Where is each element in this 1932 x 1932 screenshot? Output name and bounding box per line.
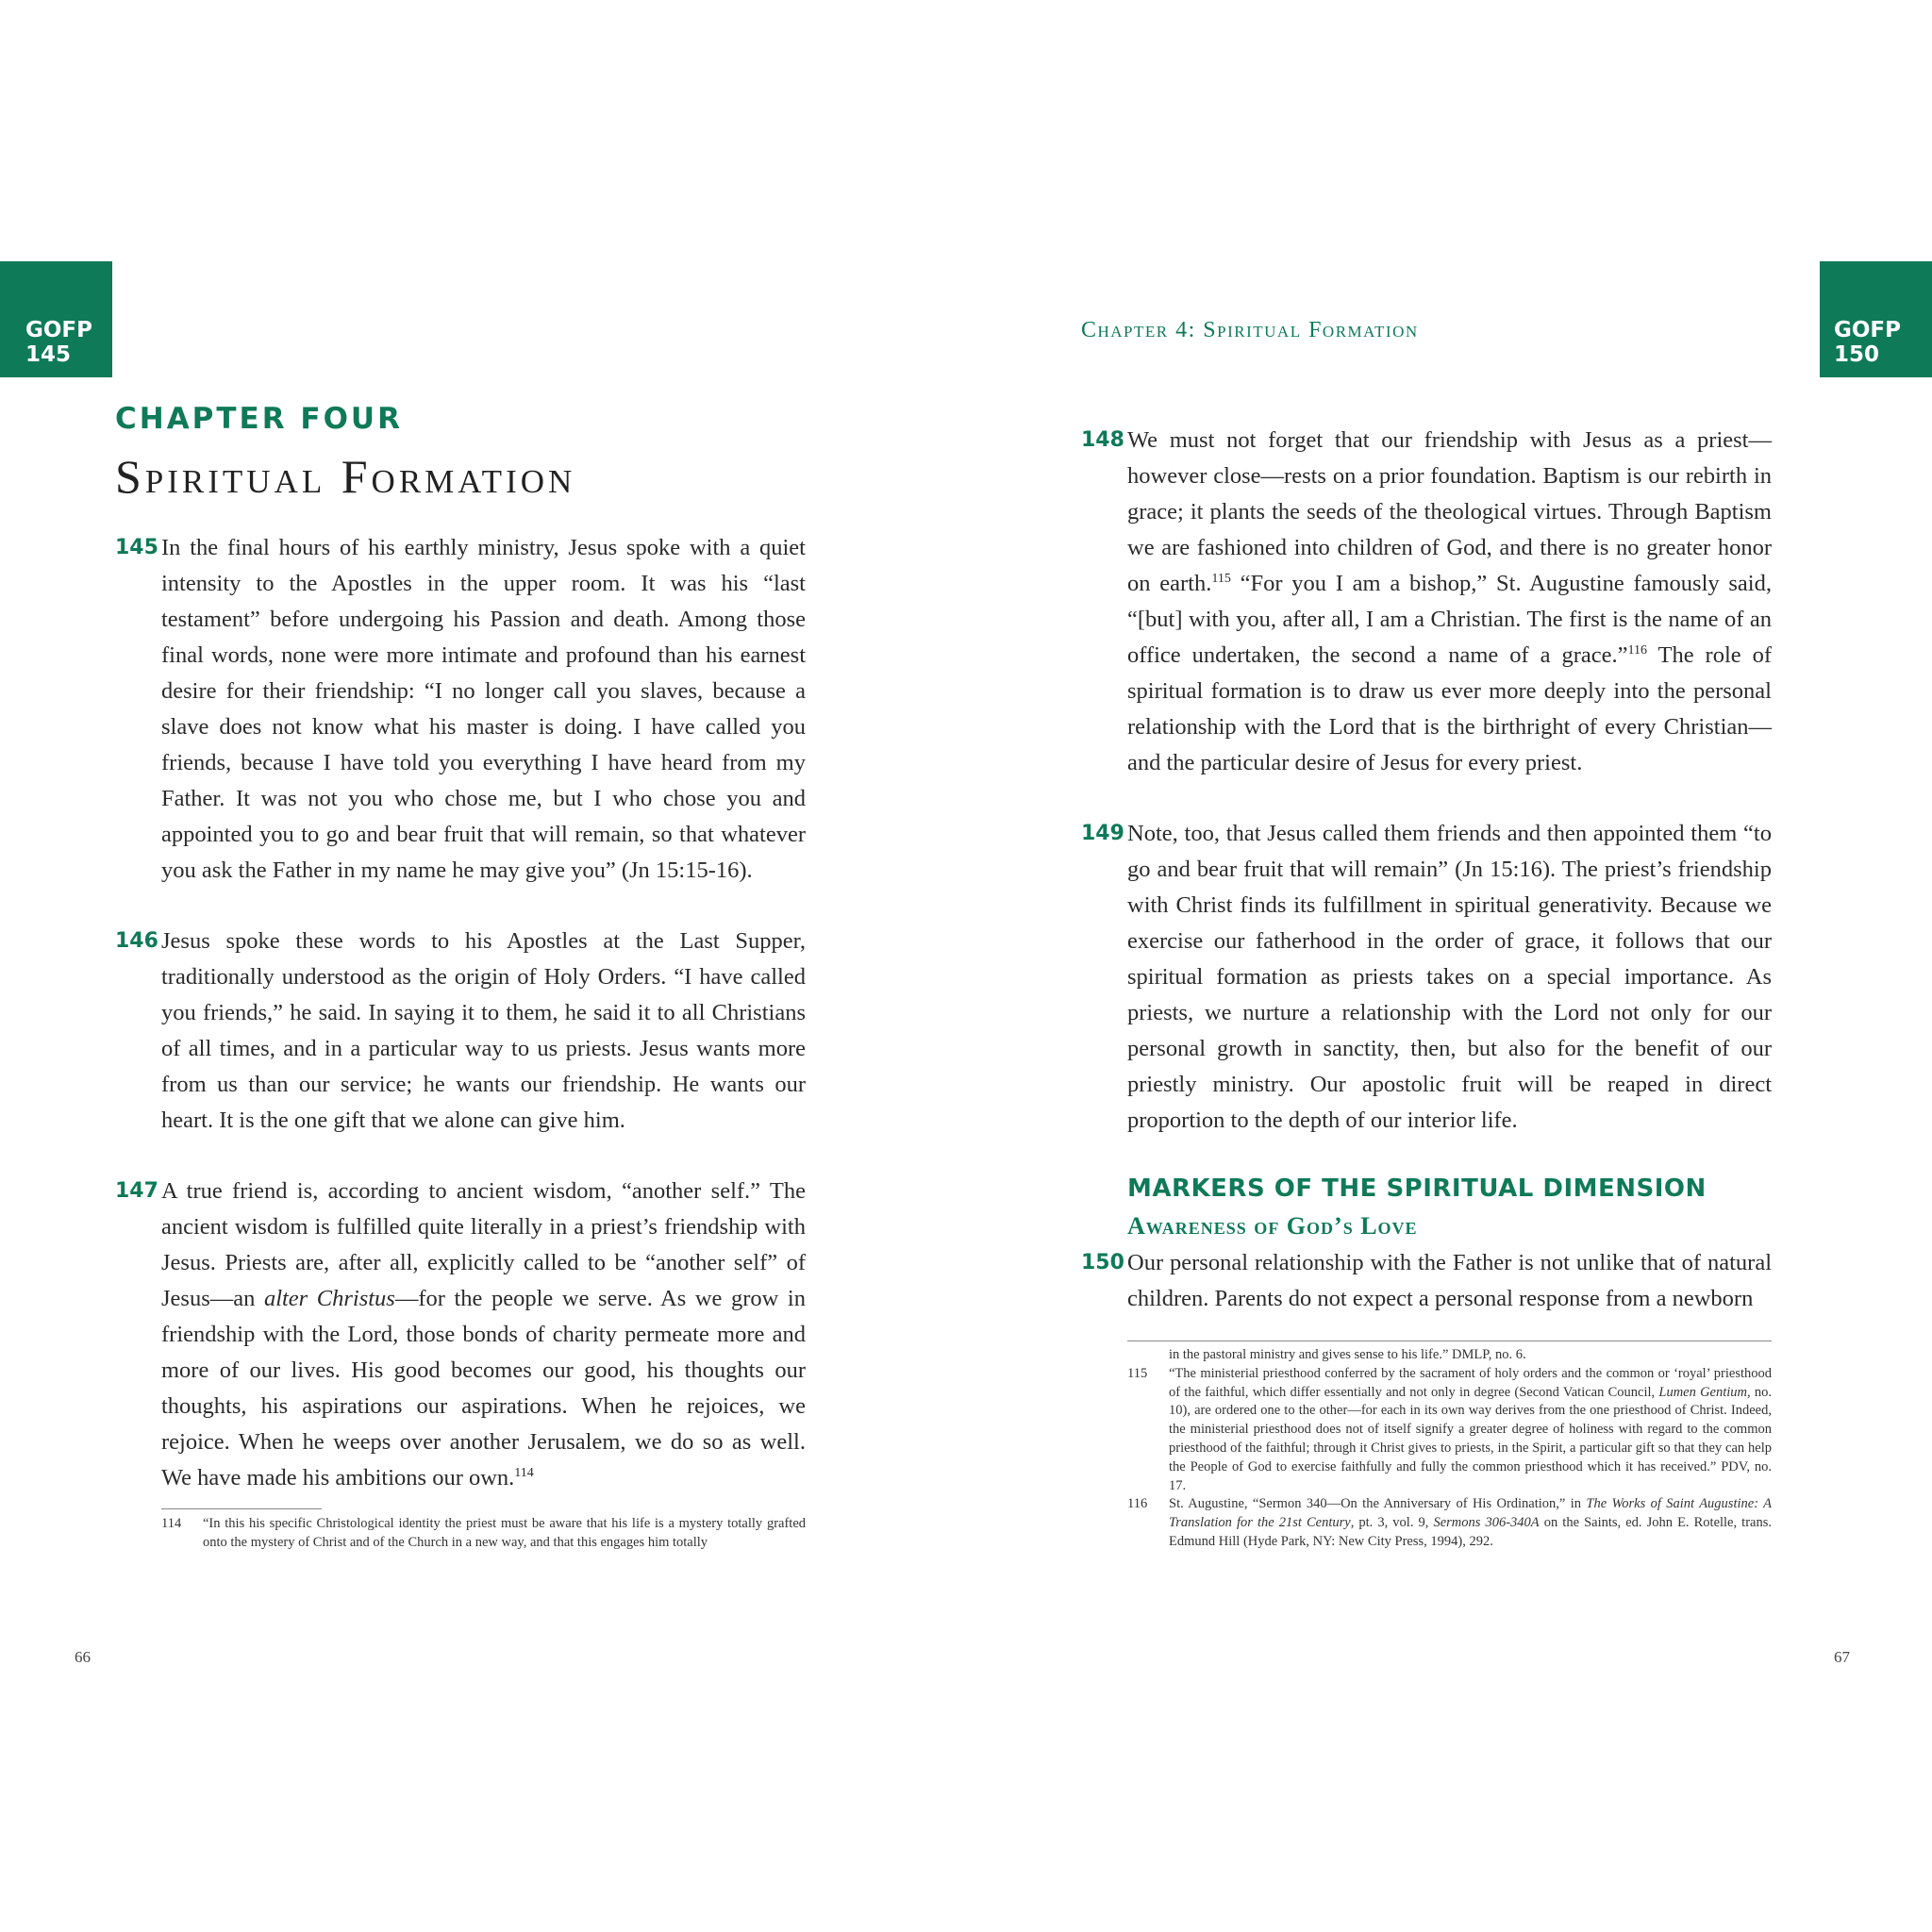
page-number-left: 66 xyxy=(75,1648,91,1666)
paragraph-text: A true friend is, according to ancient wisdom, “another self.” The ancient wisdom is fulfilled quite literally in a priest’s friendship with Jesus. Priests are, after all, explicitly called to be “another self” of Jesus—an alter Christus—for the people we serve. As we grow in friendship with the Lord, those bonds of charity permeate more and more of our lives. His good becomes our good, his thoughts our thoughts, his aspirations our aspirations. When he rejoices, we rejoice. When he weeps over another Jerusalem, we do so as well. We have made his ambitions our own.$^{114}$ xyxy=(161,1178,806,1491)
left-footnotes xyxy=(161,1515,806,1553)
paragraph-number: 147 xyxy=(115,1179,158,1203)
left-gofp-tab xyxy=(0,261,112,377)
footnote-number: 114 xyxy=(161,1516,182,1531)
paragraph-146 xyxy=(115,924,806,1139)
footnote-114 xyxy=(161,1515,806,1553)
footnote-115 xyxy=(1127,1365,1772,1496)
footnote-ref: 114 xyxy=(514,1466,534,1480)
paragraph-text: Our personal relationship with the Father is not unlike that of natural children. Parents do not expect a personal response from a newborn xyxy=(1127,1250,1772,1311)
footnote-number: 116 xyxy=(1127,1496,1148,1512)
footnote-116 xyxy=(1127,1495,1772,1551)
page-number-right: 67 xyxy=(1834,1648,1850,1666)
right-column xyxy=(1081,423,1772,1177)
right-tab-label: GOFP xyxy=(1834,318,1901,342)
right-tab-number: 150 xyxy=(1834,342,1880,367)
running-head: Chapter 4: Spiritual Formation xyxy=(1081,318,1419,342)
paragraph-number: 148 xyxy=(1081,428,1124,452)
paragraph-150 xyxy=(1081,1245,1772,1317)
footnote-text: in the pastoral ministry and gives sense to his life.” DMLP, no. 6. xyxy=(1169,1347,1526,1362)
paragraph-text: In the final hours of his earthly ministry, Jesus spoke with a quiet intensity to the Apostles in the upper room. It was his “last testament” before undergoing his Passion and death. Among those final words, none were more intimate and profound than his earnest desire for their friendship: “I no longer call you slaves, because a slave does not know what his master is doing. I have called you friends, because I have told you everything I have heard from my Father. It was not you who chose me, but I who chose you and appointed you to go and bear fruit that will remain, so that whatever you ask the Father in my name he may give you” (Jn 15:15-16). xyxy=(161,535,806,883)
footnote-number: 115 xyxy=(1127,1365,1148,1381)
paragraph-text: We must not forget that our friendship with Jesus as a priest—however close—rests on a prior foundation. Baptism is our rebirth in grace; it plants the seeds of the theological virtues. Through Baptism we are fashioned into children of God, and there is no greater honor on earth.$^{115}$ “For you I am a bishop,” St. Augustine famously said, “[but] with you, after all, I am a Christian. The first is the name of an office undertaken, the second a name of a grace.”$^{116}$ The role of spiritual formation is to draw us ever more deeply into the personal relationship with the Lord that is the birthright of every Christian—and the particular desire of Jesus for every priest. xyxy=(1127,427,1772,775)
left-column xyxy=(115,530,806,1568)
footnote-text: St. Augustine, “Sermon 340—On the Anniversary of His Ordination,” in The Works of Saint Augustine: A Translation for the 21st Century, pt. 3, vol. 9, Sermons 306-340A on the Saints, ed. John E. Rotelle, trans. Edmund Hill (Hyde Park, NY: New City Press, 1994), 292. xyxy=(1169,1496,1772,1549)
footnote-text: “In this his specific Christological identity the priest must be aware that his life is a mystery totally grafted onto the mystery of Christ and of the Church in a new way, and that this engages him totally xyxy=(203,1516,806,1550)
paragraph-148 xyxy=(1081,423,1772,781)
paragraph-149 xyxy=(1081,816,1772,1139)
left-tab-label: GOFP xyxy=(25,318,92,342)
paragraph-number: 146 xyxy=(115,929,158,953)
paragraph-number: 150 xyxy=(1081,1251,1124,1274)
paragraph-147 xyxy=(115,1174,806,1496)
footnote-continuation xyxy=(1127,1346,1772,1365)
section-heading: MARKERS OF THE SPIRITUAL DIMENSION xyxy=(1127,1174,1707,1203)
footnote-rule xyxy=(161,1508,322,1509)
paragraph-text: Note, too, that Jesus called them friends and then appointed them “to go and bear fruit that will remain” (Jn 15:16). The priest’s friendship with Christ finds its fulfillment in spiritual generativity. Because we exercise our fatherhood in the order of grace, it follows that our spiritual formation as priests takes on a special importance. As priests, we nurture a relationship with the Lord not only for our personal growth in sanctity, then, but also for the benefit of our priestly ministry. Our apostolic fruit will be reaped in direct proportion to the depth of our interior life. xyxy=(1127,821,1772,1133)
right-footnotes xyxy=(1127,1346,1772,1552)
paragraph-text: Jesus spoke these words to his Apostles at the Last Supper, traditionally understood as the origin of Holy Orders. “I have called you friends,” he said. In saying it to them, he said it to all Christians of all times, and in a particular way to us priests. Jesus wants more from us than our service; he wants our friendship. He wants our heart. It is the one gift that we alone can give him. xyxy=(161,928,806,1133)
paragraph-number: 149 xyxy=(1081,822,1124,845)
right-column-lower xyxy=(1081,1245,1772,1330)
footnote-ref: 116 xyxy=(1627,643,1647,658)
subsection-heading: Awareness of God’s Love xyxy=(1127,1212,1418,1240)
paragraph-number: 145 xyxy=(115,536,158,559)
paragraph-145 xyxy=(115,530,806,889)
footnote-ref: 115 xyxy=(1211,572,1231,586)
footnote-text: “The ministerial priesthood conferred by the sacrament of holy orders and the common or ‘royal’ priesthood of the faithful, which differ essentially and not only in degree (Second Vatican Council, Lumen Gentium, no. 10), are ordered one to the other—for each in its own way derives from the one priesthood of Christ. Indeed, the ministerial priesthood does not of itself signify a greater degree of holiness with regard to the common priesthood of the faithful; through it Christ gives to priests, in the Spirit, a particular gift so that they can help the People of God to exercise faithfully and fully the common priesthood which it has received.” PDV, no. 17. xyxy=(1169,1365,1772,1493)
left-tab-number: 145 xyxy=(25,342,72,367)
chapter-title: Spiritual Formation xyxy=(115,450,576,503)
right-gofp-tab xyxy=(1820,261,1932,377)
chapter-label: CHAPTER FOUR xyxy=(115,402,403,436)
